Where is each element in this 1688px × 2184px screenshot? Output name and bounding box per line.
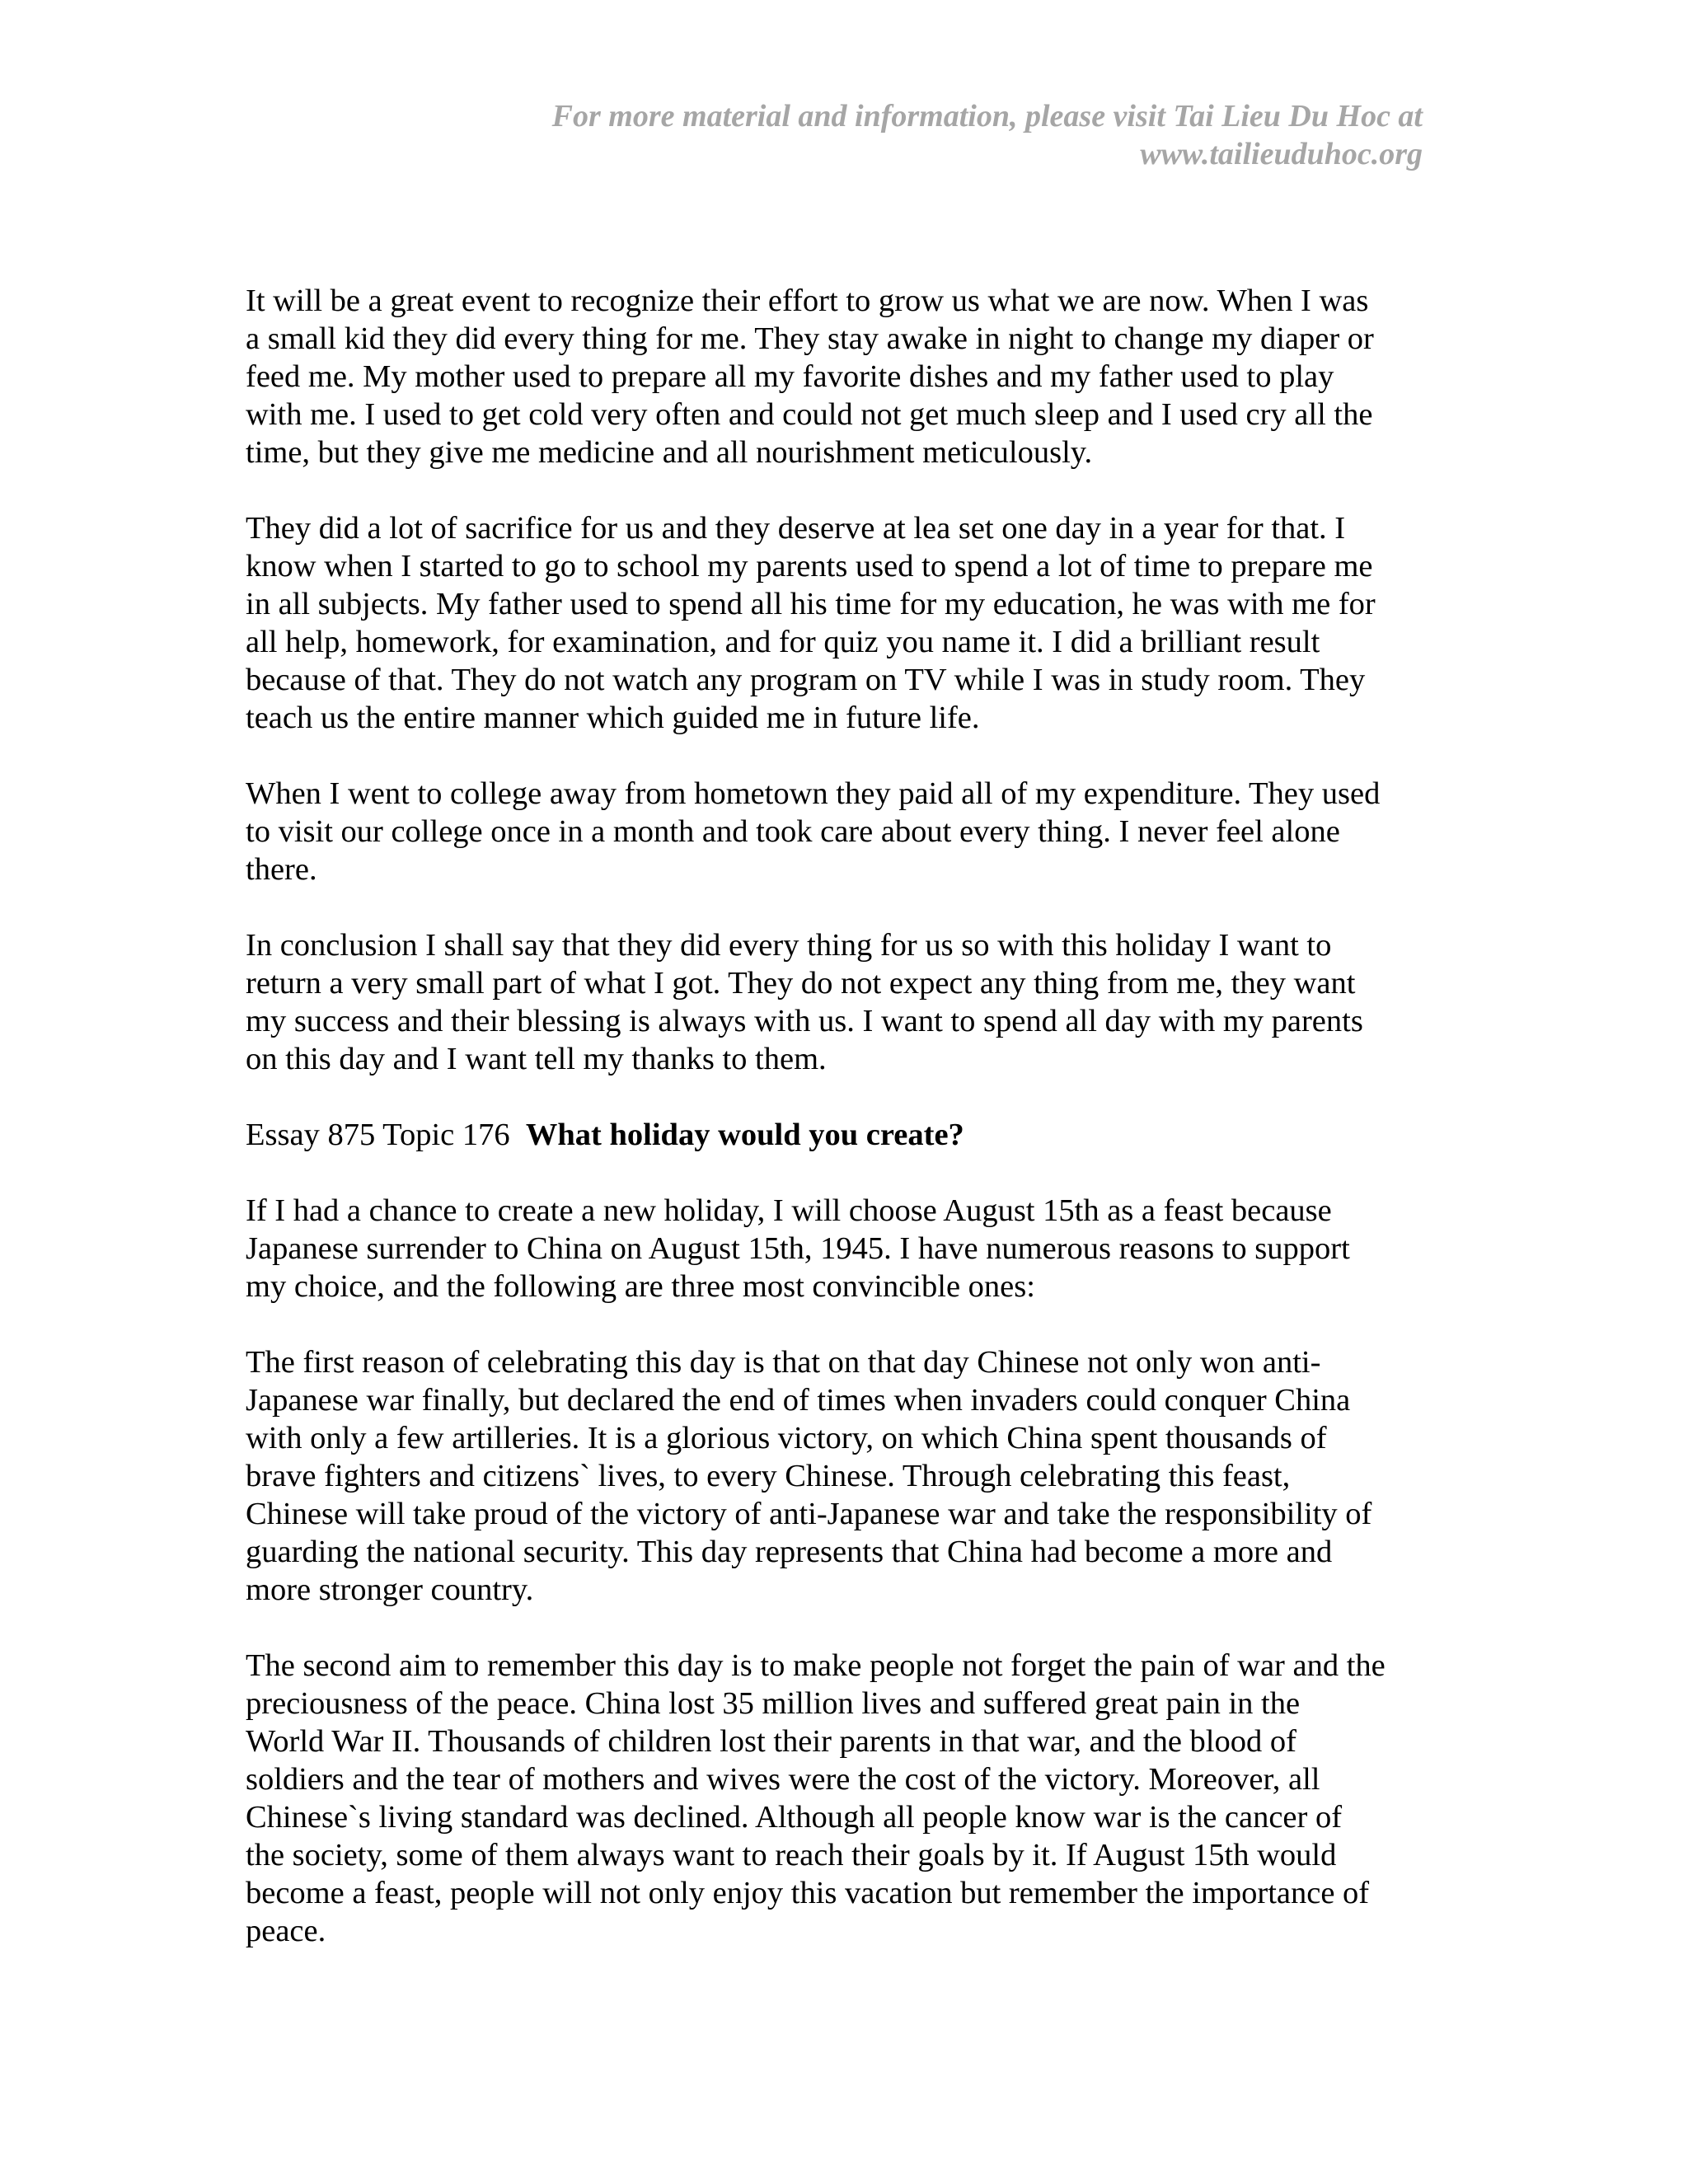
text-line: all help, homework, for examination, and for quiz you name it. I did a brilliant result xyxy=(246,625,1320,659)
text-line: They did a lot of sacrifice for us and they deserve at lea set one day in a year for that. I xyxy=(246,511,1346,546)
text-line: Japanese surrender to China on August 15th, 1945. I have numerous reasons to support xyxy=(246,1231,1350,1266)
text-line: to visit our college once in a month and took care about every thing. I never feel alone xyxy=(246,814,1340,849)
text-line: a small kid they did every thing for me. They stay awake in night to change my diaper or xyxy=(246,321,1374,356)
text-line: The first reason of celebrating this day is that on that day Chinese not only won anti- xyxy=(246,1345,1321,1380)
text-line: soldiers and the tear of mothers and wives were the cost of the victory. Moreover, all xyxy=(246,1762,1320,1797)
text-line: more stronger country. xyxy=(246,1572,534,1607)
text-line: because of that. They do not watch any program on TV while I was in study room. They xyxy=(246,663,1366,697)
text-line: preciousness of the peace. China lost 35 million lives and suffered great pain in the xyxy=(246,1686,1301,1721)
text-line: Chinese will take proud of the victory of anti-Japanese war and take the responsibility of xyxy=(246,1497,1372,1531)
text-line: in all subjects. My father used to spend all his time for my education, he was with me for xyxy=(246,587,1376,621)
text-line: It will be a great event to recognize their effort to grow us what we are now. When I was xyxy=(246,284,1369,318)
text-line: the society, some of them always want to reach their goals by it. If August 15th would xyxy=(246,1838,1337,1872)
text-line: guarding the national security. This day represents that China had become a more and xyxy=(246,1535,1333,1569)
text-line: The second aim to remember this day is to make people not forget the pain of war and the xyxy=(246,1648,1386,1683)
text-line: on this day and I want tell my thanks to them. xyxy=(246,1042,827,1076)
text-line: Chinese`s living standard was declined. Although all people know war is the cancer of xyxy=(246,1800,1343,1835)
paragraph-1 xyxy=(246,282,1432,471)
text-line: Japanese war finally, but declared the end of times when invaders could conquer China xyxy=(246,1383,1351,1418)
text-line: return a very small part of what I got. They do not expect any thing from me, they want xyxy=(246,966,1356,1001)
text-line: In conclusion I shall say that they did every thing for us so with this holiday I want to xyxy=(246,928,1332,963)
text-line: my success and their blessing is always with us. I want to spend all day with my parents xyxy=(246,1004,1363,1038)
text-line: brave fighters and citizens` lives, to every Chinese. Through celebrating this feast, xyxy=(246,1459,1291,1493)
paragraph-2 xyxy=(246,509,1432,737)
header-url: www.tailieuduhoc.org xyxy=(1140,137,1423,171)
page-header xyxy=(552,97,1423,173)
text-line: feed me. My mother used to prepare all my favorite dishes and my father used to play xyxy=(246,359,1334,394)
paragraph-6 xyxy=(246,1343,1432,1609)
text-line: become a feast, people will not only enjoy this vacation but remember the importance of xyxy=(246,1876,1370,1910)
text-line: know when I started to go to school my parents used to spend a lot of time to prepare me xyxy=(246,549,1373,583)
document-body xyxy=(246,282,1432,1950)
text-line: When I went to college away from hometown they paid all of my expenditure. They used xyxy=(246,776,1381,811)
text-line: World War II. Thousands of children lost their parents in that war, and the blood of xyxy=(246,1724,1296,1759)
essay-label: Essay 875 Topic 176 xyxy=(246,1118,510,1152)
paragraph-4 xyxy=(246,926,1432,1078)
text-line: with only a few artilleries. It is a glorious victory, on which China spent thousands of xyxy=(246,1421,1327,1455)
text-line: If I had a chance to create a new holiday, I will choose August 15th as a feast because xyxy=(246,1193,1332,1228)
essay-title: What holiday would you create? xyxy=(525,1118,964,1152)
text-line: time, but they give me medicine and all nourishment meticulously. xyxy=(246,435,1093,470)
paragraph-5 xyxy=(246,1192,1432,1305)
paragraph-3 xyxy=(246,775,1432,888)
text-line: with me. I used to get cold very often and could not get much sleep and I used cry all the xyxy=(246,397,1373,432)
text-line: peace. xyxy=(246,1914,326,1948)
text-line: my choice, and the following are three most convincible ones: xyxy=(246,1269,1035,1304)
header-line-1: For more material and information, please visit Tai Lieu Du Hoc at xyxy=(551,99,1423,134)
essay-heading xyxy=(246,1116,1432,1154)
paragraph-7 xyxy=(246,1647,1432,1950)
text-line: there. xyxy=(246,852,317,887)
text-line: teach us the entire manner which guided me in future life. xyxy=(246,701,980,735)
